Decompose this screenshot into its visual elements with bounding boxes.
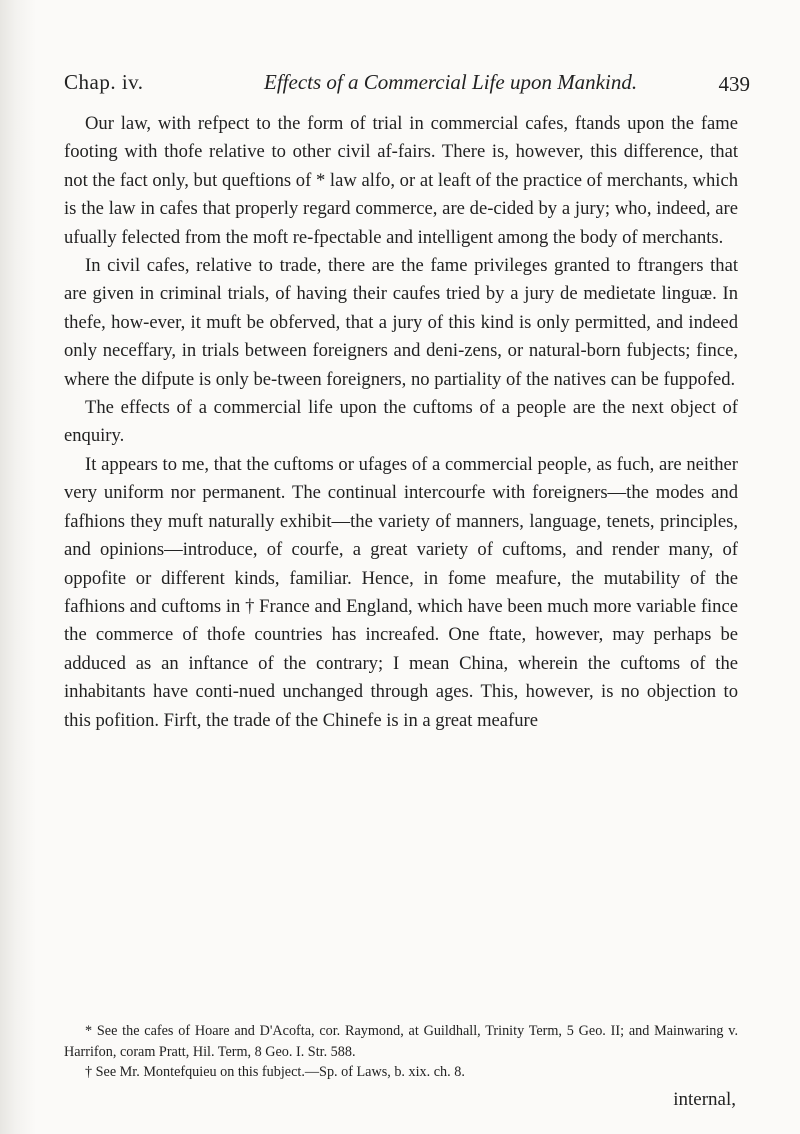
catchword: internal, [673, 1089, 736, 1110]
page-gutter-shadow [0, 0, 36, 1134]
main-text [64, 110, 738, 735]
running-title: Effects of a Commercial Life upon Mankind. [264, 70, 638, 94]
paragraph: The effects of a commercial life upon the cuftoms of a people are the next object of enquiry. [64, 397, 738, 447]
paragraph: It appears to me, that the cuftoms or ufages of a commercial people, as fuch, are neither very uniform nor permanent. The continual intercourfe with foreigners—the modes and fafhions they muft naturally exhibit—the variety of manners, language, tenets, principles, and opinions—introduce, of courfe, a great variety of cuftoms, and render many, of oppofite or different kinds, familiar. Hence, in fome meafure, the mutability of the fafhions and cuftoms in † France and England, which have been much more variable fince the commerce of thofe countries has increafed. One ftate, however, may perhaps be adduced as an inftance of the contrary; I mean China, wherein the cuftoms of the inhabitants have conti-nued unchanged through ages. This, however, is no objection to this pofition. Firft, the trade of the Chinefe is in a great meafure [64, 453, 738, 731]
footnote: * See the cafes of Hoare and D'Acofta, cor. Raymond, at Guildhall, Trinity Term, 5 Geo. II; and Mainwaring v. Harrifon, coram Pratt, Hil. Term, 8 Geo. I. Str. 588. [64, 1023, 738, 1060]
page-number: 439 [718, 72, 750, 96]
paragraph: Our law, with refpect to the form of trial in commercial cafes, ftands upon the fame footing with thofe relative to other civil af-fairs. There is, however, this difference, that not the fact only, but queftions of * law alfo, or at leaft of the practice of merchants, which is the law in cafes that properly regard commerce, are de-cided by a jury; who, indeed, are ufually felected from the moft re-fpectable and intelligent among the body of merchants. [64, 113, 738, 248]
paragraph: In civil cafes, relative to trade, there are the fame privileges granted to ftrangers that are given in criminal trials, of having their caufes tried by a jury de medietate linguæ. In thefe, how-ever, it muft be obferved, that a jury of this kind is only permitted, and indeed only neceffary, in trials between foreigners and deni-zens, or natural-born fubjects; fince, where the difpute is only be-tween foreigners, no partiality of the natives can be fuppofed. [64, 255, 738, 390]
footnotes [64, 1021, 738, 1083]
running-header [58, 68, 750, 102]
chapter-label: Chap. iv. [64, 70, 144, 94]
footnote: † See Mr. Montefquieu on this fubject.—Sp. of Laws, b. xix. ch. 8. [85, 1064, 465, 1080]
